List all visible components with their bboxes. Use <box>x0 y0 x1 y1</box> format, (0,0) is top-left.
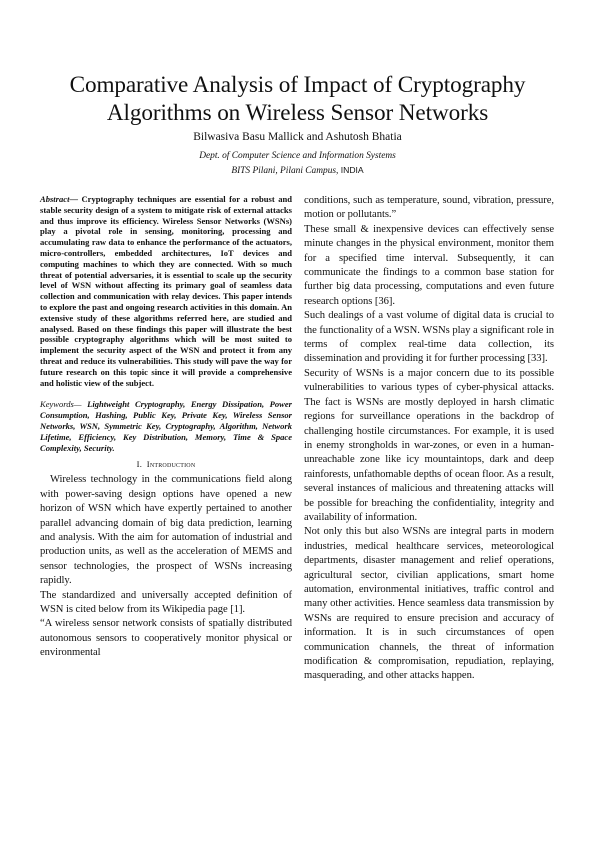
affiliation-campus-text: BITS Pilani, Pilani Campus, <box>231 166 339 176</box>
section-heading-introduction <box>40 459 292 470</box>
paragraph: Such dealings of a vast volume of digital data is crucial to the functionality of a WSN. WSNs play a significant role in terms of complex real-time data collection, its dissemination and providing it for further processing [33]. <box>304 310 554 365</box>
title-line-2: Algorithms on Wireless Sensor Networks <box>106 100 489 126</box>
paragraph: Security of WSNs is a major concern due to its possible vulnerabilities to various types of cyber-physical attacks. The fact is WSNs are mostly deployed in harsh climatic regions for surveillance operations in the backdrop of challenging hostile circumstances. For example, it is used in enemy strongholds in war-zones, or even in a human-unreachable zone like icy mountaintops, dark and deep rainforests, unfathomable depths of ocean floor. As a result, several instances of malicious and threatening attacks will be possible for breaching the confidentiality, integrity and availability of information. <box>304 367 554 523</box>
paper-title <box>20 71 575 127</box>
affiliation-department: Dept. of Computer Science and Information Systems <box>199 151 396 161</box>
title-line-1: Comparative Analysis of Impact of Cryptography <box>69 72 526 98</box>
paragraph: “A wireless sensor network consists of spatially distributed autonomous sensors to cooperatively monitor physical or environmental <box>40 618 292 659</box>
paragraph: Wireless technology in the communications field along with power-saving design options have opened a new horizon of WSN which have expertly pertained to another parallel advancing domain of big data prediction, learning and analysis. With the aim for automation of industrial and production units, as well as the acceleration of MEMS and sensor technologies, the prospect of WSNs increasing rapidly. <box>40 474 292 587</box>
paragraph: The standardized and universally accepted definition of WSN is cited below from its Wikipedia page [1]. <box>40 589 292 615</box>
keywords-label: Keywords— <box>40 399 82 410</box>
abstract-label: Abstract— <box>40 194 78 204</box>
affiliation-country: INDIA <box>340 165 364 175</box>
paragraph: conditions, such as temperature, sound, vibration, pressure, motion or pollutants.” <box>304 195 554 221</box>
affiliation-campus <box>0 164 595 177</box>
left-column <box>40 194 292 661</box>
paragraph: Not only this but also WSNs are integral parts in modern industries, medical healthcare services, meteorological departments, disaster management and relief operations, agricultural sector, civilian applications, smart home automation, environmental initiatives, traffic control and many other activities. Hence seamless data transmission by WSNs are required to ensure precision and accuracy of information. It is in such circumstances of open communication channels, the threat of information modification & compromisation, repudiation, replaying, masquerading, and other attacks happen. <box>304 526 554 682</box>
keywords-text: Lightweight Cryptography, Energy Dissipation, Power Consumption, Hashing, Public Key, Private Key, Wireless Sensor Networks, WSN, Symmetric Key, Cryptography, Algorithm, Network Lifetime, Efficiency, Key Distribution, Memory, Time & Space Complexity, Security. <box>40 399 293 453</box>
section-title: Introduction <box>146 459 196 470</box>
abstract <box>40 194 292 388</box>
section-number: I. <box>136 459 143 470</box>
keywords <box>40 399 292 453</box>
right-column <box>304 194 554 684</box>
abstract-text: Cryptography techniques are essential for a robust and stable security design of a system to mitigate risk of external attacks and thus improve its efficiency. Wireless Sensor Networks (WSNs) play a pivotal role in sensing, monitoring, processing and accumulating raw data to enhance the performance of the actuators, micro-controllers, embedded architectures, IoT devices and computing machines to which they are connected. With so much threat of potential adversaries, it is essential to scale up the security level of WSN without affecting its primary goal of seamless data collection and communication with relay devices. This paper intends to explore the past and ongoing research activities in this domain. An extensive study of these algorithms referred here, are studied and analysed. Based on these findings this paper will illustrate the best possible cryptography algorithms which will be most suited to implement the security aspect of the WSN and protect it from any threat and reduce its vulnerabilities. This study will pave the way for future research on this topic since it will provide a comprehensive and holistic view of the subject. <box>40 194 292 388</box>
author-list: Bilwasiva Basu Mallick and Ashutosh Bhatia <box>193 131 402 143</box>
paragraph: These small & inexpensive devices can effectively sense minute changes in the physical environment, monitor them for a specified time interval. Subsequently, it can communicate the findings to a common base station for further big data processing, computations and even future research options [36]. <box>304 223 554 307</box>
